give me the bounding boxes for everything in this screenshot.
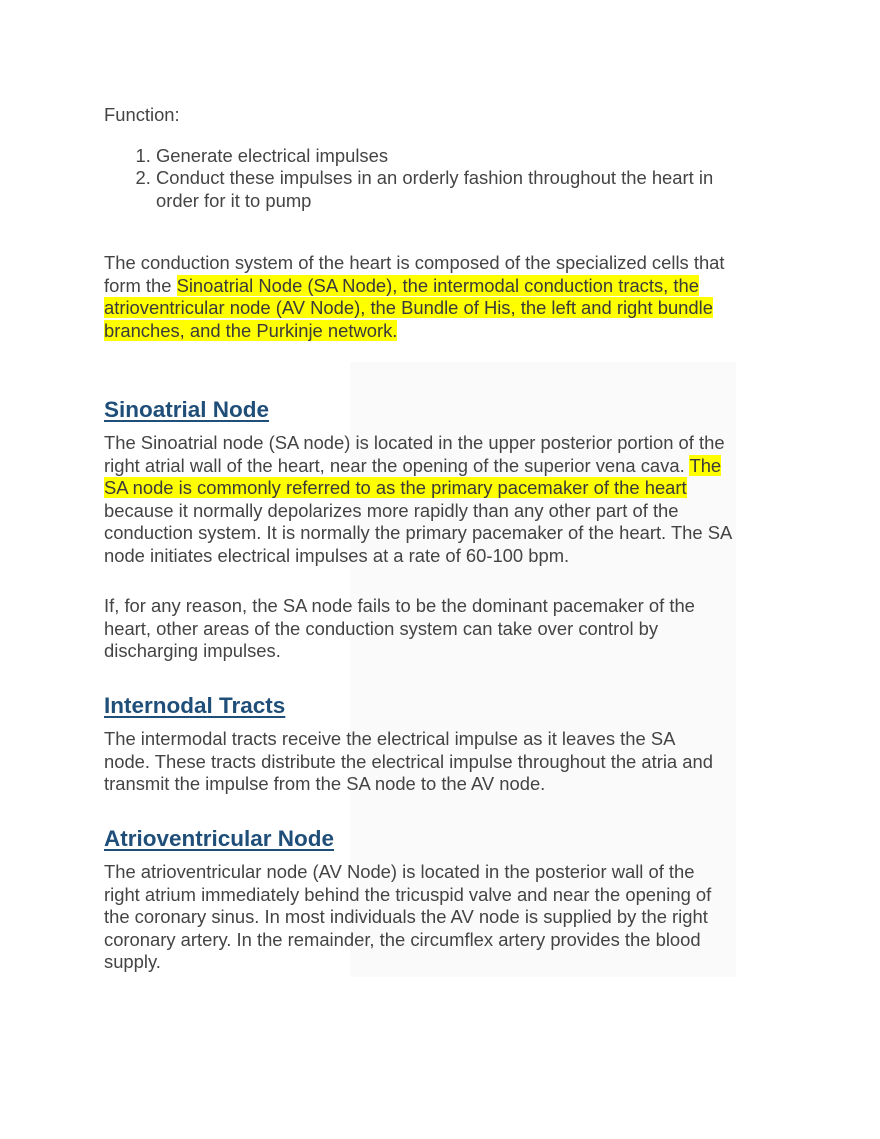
function-list-item: 2. Conduct these impulses in an orderly fashion throughout the heart in order for it to pump [156, 167, 744, 212]
function-list-item: 1. Generate electrical impulses [156, 145, 744, 168]
av-node-paragraph: The atrioventricular node (AV Node) is located in the posterior wall of the right atrium immediately behind the tricuspid valve and near the opening of the coronary sinus. In most individuals the AV node is supplied by the right coronary artery. In the remainder, the circumflex artery provides the blood supply. [104, 861, 712, 972]
function-list [104, 145, 744, 213]
sa-node-section [104, 396, 744, 663]
section-heading-av-node: Atrioventricular Node [104, 826, 335, 851]
intro-highlight: Sinoatrial Node (SA Node), the intermodal conduction tracts, the atrioventricular node (AV Node), the Bundle of His, the left and right bundle branches, and the Purkinje network. [104, 274, 713, 341]
sa-node-paragraph-2: If, for any reason, the SA node fails to be the dominant pacemaker of the heart, other areas of the conduction system can take over control by discharging impulses. [104, 595, 695, 661]
intro-paragraph [104, 252, 734, 342]
sa-node-paragraph-1 [104, 432, 738, 567]
section-heading-sa-node: Sinoatrial Node [104, 397, 270, 422]
function-label: Function: [104, 104, 180, 125]
sa-node-highlight: The SA node is commonly referred to as the primary pacemaker of the heart [104, 454, 722, 498]
sa-node-text-end: because it normally depolarizes more rapidly than any other part of the conduction system. It is normally the primary pacemaker of the heart. The SA node initiates electrical impulses at a rate of 60-100 bpm. [104, 499, 732, 566]
av-node-section [104, 825, 744, 974]
document-content [104, 104, 744, 972]
internodal-section [104, 692, 744, 796]
internodal-paragraph: The intermodal tracts receive the electrical impulse as it leaves the SA node. These tracts distribute the electrical impulse throughout the atria and transmit the impulse from the SA node to the AV node. [104, 728, 713, 794]
sa-node-text: The Sinoatrial node (SA node) is located in the upper posterior portion of the right atrial wall of the heart, near the opening of the superior vena cava. [104, 432, 725, 476]
section-heading-internodal-tracts: Internodal Tracts [104, 693, 286, 718]
intro-text: The conduction system of the heart is composed of the specialized cells that form the [104, 252, 725, 296]
